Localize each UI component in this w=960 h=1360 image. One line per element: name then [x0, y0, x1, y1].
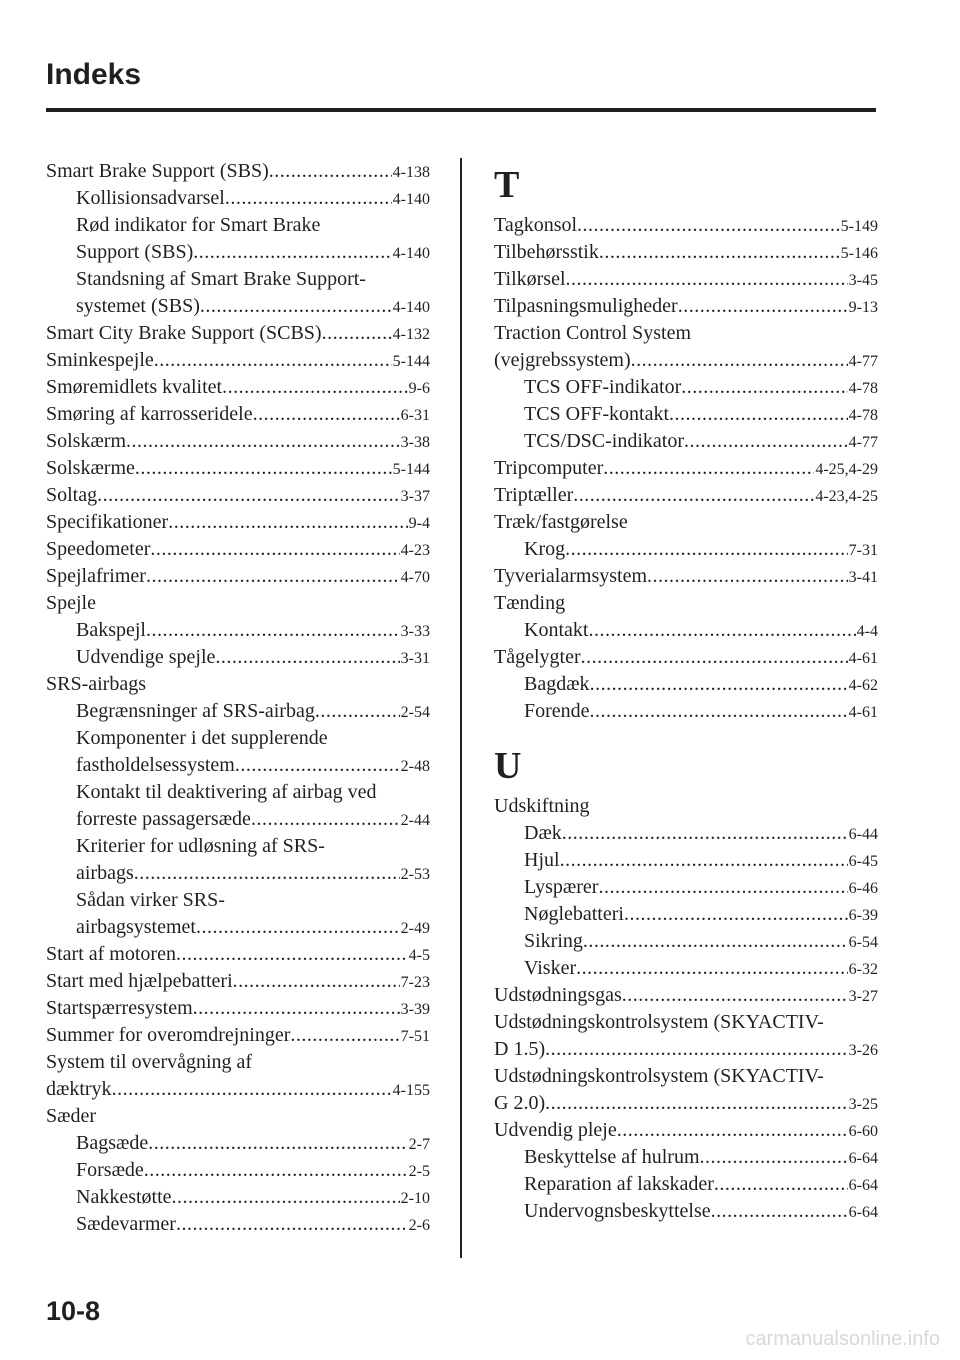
dot-leader	[112, 1076, 392, 1103]
entry-term: Beskyttelse af hulrum	[524, 1146, 700, 1168]
page-reference: 2-54	[400, 704, 430, 721]
dot-leader	[146, 617, 400, 644]
page-reference: 4-5	[408, 947, 430, 964]
index-entry	[46, 428, 430, 455]
index-subentry: Rød indikator for Smart Brake	[76, 214, 321, 236]
entry-term: Sikring	[524, 930, 583, 952]
index-column-left	[46, 158, 430, 1238]
entry-term: Kontakt	[524, 619, 589, 641]
page-reference: 3-25	[848, 1096, 878, 1113]
index-entry: Træk/fastgørelse	[494, 511, 628, 533]
index-subentry	[46, 293, 430, 320]
entry-term: Start med hjælpebatteri	[46, 970, 233, 992]
index-subentry	[46, 806, 430, 833]
dot-leader	[150, 536, 399, 563]
dot-leader	[135, 455, 392, 482]
page-reference: 6-64	[848, 1177, 878, 1194]
entry-term: Udvendige spejle	[76, 646, 216, 668]
page-reference: 4-140	[392, 191, 430, 208]
page-reference: 5-144	[392, 461, 430, 478]
index-subentry	[46, 644, 430, 671]
dot-leader	[193, 995, 400, 1022]
column-divider	[460, 158, 462, 1258]
index-subentry	[46, 1130, 430, 1157]
index-entry: System til overvågning af	[46, 1051, 253, 1073]
index-entry: Traction Control System	[494, 322, 692, 344]
entry-term: Dæk	[524, 822, 562, 844]
dot-leader	[562, 820, 848, 847]
page-reference: 5-149	[840, 218, 878, 235]
index-entry	[494, 482, 878, 509]
header-rule	[46, 108, 876, 112]
page-reference: 6-39	[848, 907, 878, 924]
index-entry: SRS-airbags	[46, 673, 146, 695]
dot-leader	[545, 1036, 848, 1063]
dot-leader	[622, 982, 848, 1009]
entry-term: Smart Brake Support (SBS)	[46, 160, 269, 182]
index-subentry	[46, 1211, 430, 1238]
index-subentry	[494, 374, 878, 401]
page-reference: 4-140	[392, 245, 430, 262]
entry-term: Summer for overomdrejninger	[46, 1024, 291, 1046]
dot-leader	[196, 914, 400, 941]
dot-leader	[269, 158, 392, 185]
page-reference: 2-7	[408, 1136, 430, 1153]
entry-term: Krog	[524, 538, 566, 560]
dot-leader	[97, 482, 400, 509]
entry-term: Lyspærer	[524, 876, 599, 898]
index-entry: Sæder	[46, 1105, 96, 1127]
page-reference: 4-78	[848, 380, 878, 397]
entry-term: Nakkestøtte	[76, 1186, 172, 1208]
entry-term: Tågelygter	[494, 646, 581, 668]
dot-leader	[588, 617, 855, 644]
entry-term: Tilpasningsmuligheder	[494, 295, 678, 317]
section-letter: T	[494, 164, 520, 206]
dot-leader	[560, 847, 848, 874]
index-entry	[46, 158, 430, 185]
page-reference: 6-54	[848, 934, 878, 951]
index-subentry	[494, 1171, 878, 1198]
entry-term: airbagsystemet	[76, 916, 196, 938]
dot-leader	[647, 563, 848, 590]
page-reference: 2-53	[400, 866, 430, 883]
dot-leader	[176, 1211, 408, 1238]
page-reference: 4-62	[848, 677, 878, 694]
entry-term: airbags	[76, 862, 134, 884]
index-subentry	[494, 847, 878, 874]
dot-leader	[577, 212, 840, 239]
index-subentry	[46, 1157, 430, 1184]
index-entry	[46, 968, 430, 995]
page-reference: 7-31	[848, 542, 878, 559]
index-subentry	[494, 428, 878, 455]
dot-leader	[624, 901, 848, 928]
dot-leader	[700, 1144, 848, 1171]
entry-term: Tagkonsol	[494, 214, 578, 236]
entry-term: Bagdæk	[524, 673, 590, 695]
dot-leader	[565, 536, 848, 563]
entry-term: TCS OFF-kontakt	[524, 403, 670, 425]
page-reference: 4-155	[392, 1082, 430, 1099]
page-reference: 4-77	[848, 434, 878, 451]
dot-leader	[225, 185, 392, 212]
index-subentry	[46, 752, 430, 779]
page-reference: 4-25,4-29	[815, 461, 878, 478]
dot-leader	[566, 266, 848, 293]
page-reference: 5-146	[840, 245, 878, 262]
index-entry	[494, 455, 878, 482]
page-reference: 6-46	[848, 880, 878, 897]
page-reference: 5-144	[392, 353, 430, 370]
page-reference: 6-44	[848, 826, 878, 843]
dot-leader	[669, 401, 848, 428]
page-reference: 6-31	[400, 407, 430, 424]
entry-term: Bakspejl	[76, 619, 146, 641]
index-subentry: Kriterier for udløsning af SRS-	[76, 835, 325, 857]
page-reference: 9-13	[848, 299, 878, 316]
page-reference: 3-38	[400, 434, 430, 451]
page-reference: 4-4	[856, 623, 878, 640]
entry-term: TCS/DSC-indikator	[524, 430, 685, 452]
index-subentry	[46, 1184, 430, 1211]
dot-leader	[322, 320, 392, 347]
index-subentry	[494, 820, 878, 847]
index-entry	[46, 941, 430, 968]
page-reference: 4-23,4-25	[815, 488, 878, 505]
index-subentry	[494, 617, 878, 644]
entry-term: Triptæller	[494, 484, 574, 506]
dot-leader	[684, 428, 848, 455]
dot-leader	[631, 347, 848, 374]
dot-leader	[251, 806, 400, 833]
entry-term: systemet (SBS)	[76, 295, 200, 317]
page-reference: 2-49	[400, 920, 430, 937]
dot-leader	[617, 1117, 848, 1144]
entry-term: Support (SBS)	[76, 241, 194, 263]
index-entry: Spejle	[46, 592, 96, 614]
dot-leader	[148, 1130, 407, 1157]
entry-term: Forende	[524, 700, 590, 722]
index-entry: Udskiftning	[494, 795, 590, 817]
entry-term: fastholdelsessystem	[76, 754, 235, 776]
dot-leader	[253, 401, 400, 428]
dot-leader	[545, 1090, 848, 1117]
entry-term: D 1.5)	[494, 1038, 546, 1060]
entry-term: Smart City Brake Support (SCBS)	[46, 322, 322, 344]
index-subentry	[46, 185, 430, 212]
dot-leader	[576, 955, 848, 982]
page-reference: 7-51	[400, 1028, 430, 1045]
entry-term: Specifikationer	[46, 511, 169, 533]
index-subentry: Sådan virker SRS-	[76, 889, 225, 911]
dot-leader	[222, 374, 408, 401]
index-entry	[494, 982, 878, 1009]
index-entry	[46, 347, 430, 374]
dot-leader	[290, 1022, 399, 1049]
entry-term: Start af motoren	[46, 943, 176, 965]
dot-leader	[168, 509, 407, 536]
dot-leader	[590, 698, 848, 725]
page-reference: 6-45	[848, 853, 878, 870]
entry-term: Tripcomputer	[494, 457, 604, 479]
entry-term: dæktryk	[46, 1078, 112, 1100]
entry-term: forreste passagersæde	[76, 808, 251, 830]
entry-term: Forsæde	[76, 1159, 144, 1181]
index-entry	[494, 347, 878, 374]
entry-term: Kollisionsadvarsel	[76, 187, 225, 209]
dot-leader	[678, 293, 848, 320]
entry-term: Soltag	[46, 484, 98, 506]
index-entry	[46, 374, 430, 401]
index-subentry: Kontakt til deaktivering af airbag ved	[76, 781, 377, 803]
dot-leader	[583, 928, 848, 955]
index-entry: Tænding	[494, 592, 566, 614]
dot-leader	[315, 698, 400, 725]
entry-term: (vejgrebssystem)	[494, 349, 631, 371]
index-subentry	[46, 914, 430, 941]
page-reference: 3-26	[848, 1042, 878, 1059]
dot-leader	[598, 874, 847, 901]
index-entry	[46, 320, 430, 347]
page-reference: 6-32	[848, 961, 878, 978]
entry-term: Visker	[524, 957, 577, 979]
index-entry	[494, 644, 878, 671]
entry-term: Speedometer	[46, 538, 151, 560]
page-reference: 4-77	[848, 353, 878, 370]
index-entry	[46, 401, 430, 428]
index-entry	[46, 536, 430, 563]
entry-term: Smøring af karrosseridele	[46, 403, 253, 425]
page-reference: 4-61	[848, 650, 878, 667]
index-subentry	[494, 671, 878, 698]
index-entry	[46, 1022, 430, 1049]
dot-leader	[233, 968, 400, 995]
entry-term: Sædevarmer	[76, 1213, 176, 1235]
index-entry	[46, 563, 430, 590]
dot-leader	[200, 293, 392, 320]
page-reference: 2-6	[408, 1217, 430, 1234]
page-number: 10-8	[46, 1296, 101, 1326]
page-reference: 4-70	[400, 569, 430, 586]
entry-term: G 2.0)	[494, 1092, 546, 1114]
index-subentry	[494, 698, 878, 725]
page-reference: 9-6	[408, 380, 430, 397]
entry-term: Startspærresystem	[46, 997, 193, 1019]
page-reference: 6-64	[848, 1150, 878, 1167]
entry-term: Bagsæde	[76, 1132, 149, 1154]
dot-leader	[176, 941, 408, 968]
page-title: Indeks	[46, 58, 142, 91]
index-subentry	[494, 874, 878, 901]
dot-leader	[154, 347, 392, 374]
dot-leader	[146, 563, 400, 590]
entry-term: Smøremidlets kvalitet	[46, 376, 223, 398]
dot-leader	[711, 1198, 848, 1225]
page-reference: 2-10	[400, 1190, 430, 1207]
entry-term: Udstødningsgas	[494, 984, 622, 1006]
entry-term: Tilkørsel	[494, 268, 566, 290]
page-reference: 9-4	[408, 515, 430, 532]
entry-term: Udvendig pleje	[494, 1119, 617, 1141]
entry-term: Hjul	[524, 849, 560, 871]
index-entry	[494, 1117, 878, 1144]
index-entry	[494, 266, 878, 293]
index-entry	[46, 1076, 430, 1103]
index-subentry	[494, 401, 878, 428]
index-subentry	[494, 536, 878, 563]
page-reference: 4-132	[392, 326, 430, 343]
page-reference: 4-61	[848, 704, 878, 721]
index-entry	[494, 212, 878, 239]
entry-term: TCS OFF-indikator	[524, 376, 682, 398]
page-reference: 3-39	[400, 1001, 430, 1018]
entry-term: Tyverialarmsystem	[494, 565, 647, 587]
dot-leader	[573, 482, 814, 509]
dot-leader	[126, 428, 400, 455]
entry-term: Solskærme	[46, 457, 135, 479]
page-reference: 4-138	[392, 164, 430, 181]
dot-leader	[714, 1171, 848, 1198]
index-entry	[46, 482, 430, 509]
page-reference: 4-23	[400, 542, 430, 559]
page-reference: 6-64	[848, 1204, 878, 1221]
index-subentry	[494, 901, 878, 928]
index-entry	[494, 239, 878, 266]
entry-term: Begrænsninger af SRS-airbag	[76, 700, 315, 722]
entry-term: Reparation af lakskader	[524, 1173, 714, 1195]
index-subentry	[494, 1198, 878, 1225]
index-entry	[494, 293, 878, 320]
page-reference: 6-60	[848, 1123, 878, 1140]
index-subentry: Komponenter i det supplerende	[76, 727, 328, 749]
page-reference: 4-78	[848, 407, 878, 424]
page-reference: 3-45	[848, 272, 878, 289]
dot-leader	[599, 239, 840, 266]
index-entry	[46, 509, 430, 536]
page-reference: 2-44	[400, 812, 430, 829]
page-reference: 3-31	[400, 650, 430, 667]
entry-term: Tilbehørsstik	[494, 241, 599, 263]
dot-leader	[144, 1157, 408, 1184]
page-reference: 3-27	[848, 988, 878, 1005]
index-subentry: Standsning af Smart Brake Support-	[76, 268, 366, 290]
page-reference: 3-37	[400, 488, 430, 505]
section-gap	[494, 725, 878, 739]
entry-term: Nøglebatteri	[524, 903, 624, 925]
index-subentry	[494, 955, 878, 982]
index-entry	[46, 995, 430, 1022]
index-subentry	[46, 239, 430, 266]
page-reference: 7-23	[400, 974, 430, 991]
page-reference: 3-41	[848, 569, 878, 586]
index-entry	[494, 563, 878, 590]
index-subentry	[494, 1144, 878, 1171]
page-reference: 4-140	[392, 299, 430, 316]
entry-term: Sminkespejle	[46, 349, 154, 371]
dot-leader	[590, 671, 848, 698]
index-entry	[494, 1090, 878, 1117]
dot-leader	[235, 752, 400, 779]
dot-leader	[603, 455, 814, 482]
watermark: carmanualsonline.info	[745, 1328, 940, 1350]
index-entry	[494, 1036, 878, 1063]
page-reference: 2-5	[408, 1163, 430, 1180]
dot-leader	[134, 860, 400, 887]
entry-term: Undervognsbeskyttelse	[524, 1200, 711, 1222]
index-subentry	[46, 698, 430, 725]
dot-leader	[172, 1184, 400, 1211]
index-entry: Udstødningskontrolsystem (SKYACTIV-	[494, 1011, 824, 1033]
index-subentry	[46, 617, 430, 644]
index-subentry	[494, 928, 878, 955]
dot-leader	[581, 644, 848, 671]
index-entry	[46, 455, 430, 482]
index-entry: Udstødningskontrolsystem (SKYACTIV-	[494, 1065, 824, 1087]
index-column-right	[494, 158, 878, 1225]
dot-leader	[681, 374, 847, 401]
page-reference: 2-48	[400, 758, 430, 775]
entry-term: Solskærm	[46, 430, 127, 452]
entry-term: Spejlafrimer	[46, 565, 146, 587]
dot-leader	[215, 644, 399, 671]
index-subentry	[46, 860, 430, 887]
dot-leader	[193, 239, 391, 266]
page-reference: 3-33	[400, 623, 430, 640]
section-letter: U	[494, 745, 522, 787]
